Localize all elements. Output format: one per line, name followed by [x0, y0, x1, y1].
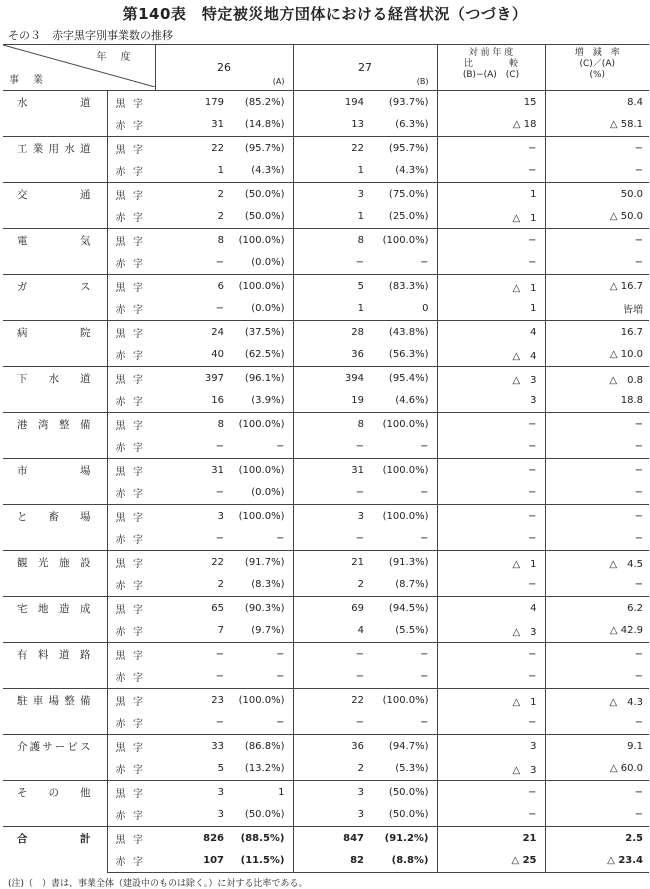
table-header-row: [3, 45, 649, 91]
diff-c-cell: 4: [437, 597, 545, 620]
count-b-cell: 36: [351, 349, 364, 361]
count-a-cell: 2: [217, 211, 224, 223]
kind-label: 赤字: [115, 259, 143, 271]
diff-c-cell: −: [437, 459, 545, 482]
share-b-cell: −: [367, 436, 437, 459]
diff-c-cell: 1: [437, 183, 545, 206]
kind-label: 赤字: [115, 535, 143, 547]
share-a-cell: (37.5%): [227, 321, 293, 344]
kind-label: 赤字: [115, 489, 143, 501]
count-b-cell: −: [293, 643, 367, 666]
count-b-cell: 28: [293, 321, 367, 344]
count-b-cell: 21: [293, 551, 367, 574]
kind-label: 赤字: [115, 627, 143, 639]
share-b-cell: (8.7%): [367, 574, 437, 597]
business-status-table: [3, 44, 649, 873]
share-b-cell: (8.8%): [367, 850, 437, 873]
share-a-cell: (85.2%): [227, 91, 293, 114]
header-nendo-label: 年度: [96, 52, 145, 63]
diff-c-cell: △ 1: [437, 551, 545, 574]
diff-c-cell: 4: [437, 321, 545, 344]
count-b-cell: 19: [351, 395, 364, 407]
share-b-cell: (100.0%): [367, 413, 437, 436]
count-a-cell: 397: [155, 367, 227, 390]
diff-c-cell: −: [437, 229, 545, 252]
rate-cell: △ 60.0: [609, 763, 643, 775]
count-b-cell: 2: [357, 579, 364, 591]
kind-label: 赤字: [115, 765, 143, 777]
category-cell: 交通: [3, 183, 107, 229]
count-b-cell: 394: [293, 367, 367, 390]
rate-cell: △ 42.9: [609, 625, 643, 637]
count-a-cell: 22: [155, 551, 227, 574]
table-row: [3, 459, 649, 482]
kind-label: 赤字: [115, 811, 143, 823]
table-row: [3, 275, 649, 298]
count-a-cell: 3: [155, 505, 227, 528]
table-row: [3, 183, 649, 206]
share-a-cell: (100.0%): [227, 459, 293, 482]
share-a-cell: (9.7%): [227, 620, 293, 643]
share-a-cell: (13.2%): [227, 758, 293, 781]
kind-label: 赤字: [115, 305, 143, 317]
count-a-cell: −: [215, 533, 224, 545]
share-a-cell: (3.9%): [227, 390, 293, 413]
kind-label: 赤字: [115, 581, 143, 593]
rate-cell: −: [545, 229, 649, 252]
share-b-cell: (100.0%): [367, 459, 437, 482]
kind-label: 黒字: [107, 781, 155, 804]
share-b-cell: (95.7%): [367, 137, 437, 160]
rate-cell: −: [634, 441, 643, 453]
table-row: [3, 597, 649, 620]
rate-cell: −: [634, 671, 643, 683]
count-a-cell: 16: [211, 395, 224, 407]
count-a-cell: 7: [217, 625, 224, 637]
rate-cell: −: [545, 459, 649, 482]
count-b-cell: 1: [357, 303, 364, 315]
kind-label: 黒字: [107, 827, 155, 850]
share-b-cell: (83.3%): [367, 275, 437, 298]
table-row: [3, 781, 649, 804]
kind-label: 赤字: [115, 167, 143, 179]
share-b-cell: (93.7%): [367, 91, 437, 114]
share-b-cell: (100.0%): [367, 689, 437, 712]
count-b-cell: 8: [293, 229, 367, 252]
share-a-cell: −: [227, 712, 293, 735]
share-b-cell: (91.2%): [367, 827, 437, 850]
count-b-cell: 1: [357, 211, 364, 223]
count-a-cell: 31: [211, 119, 224, 131]
count-b-cell: 194: [293, 91, 367, 114]
diff-c-cell: 1: [437, 298, 545, 321]
rate-cell: −: [634, 165, 643, 177]
share-a-cell: −: [227, 528, 293, 551]
share-b-cell: −: [367, 482, 437, 505]
table-row: [3, 505, 649, 528]
diff-c-cell: △ 3: [437, 367, 545, 390]
share-a-cell: (100.0%): [227, 413, 293, 436]
diff-c-cell: 21: [437, 827, 545, 850]
diff-c-cell: −: [437, 436, 545, 459]
count-b-cell: 3: [357, 809, 364, 821]
share-a-cell: (8.3%): [227, 574, 293, 597]
share-a-cell: (88.5%): [227, 827, 293, 850]
count-b-cell: −: [355, 441, 364, 453]
count-a-cell: −: [215, 717, 224, 729]
category-cell: 港湾整備: [3, 413, 107, 459]
share-a-cell: (4.3%): [227, 160, 293, 183]
header-corner-cell: [3, 45, 155, 91]
diff-c-cell: −: [437, 712, 545, 735]
count-b-cell: 82: [293, 850, 367, 873]
kind-label: 黒字: [107, 459, 155, 482]
kind-label: 黒字: [107, 689, 155, 712]
share-a-cell: (90.3%): [227, 597, 293, 620]
page-title: 第140表 特定被災地方団体における経営状況（つづき）: [122, 5, 528, 23]
share-a-cell: (11.5%): [227, 850, 293, 873]
rate-cell: 2.5: [545, 827, 649, 850]
diff-c-cell: −: [437, 505, 545, 528]
rate-cell: −: [545, 781, 649, 804]
rate-cell: △ 10.0: [609, 349, 643, 361]
count-a-cell: 826: [155, 827, 227, 850]
share-b-cell: −: [367, 252, 437, 275]
share-a-cell: (50.0%): [227, 206, 293, 229]
count-b-cell: 4: [357, 625, 364, 637]
share-b-cell: (95.4%): [367, 367, 437, 390]
diff-c-cell: △ 3: [437, 758, 545, 781]
rate-cell: −: [634, 533, 643, 545]
kind-label: 黒字: [107, 91, 155, 114]
share-b-cell: (100.0%): [367, 229, 437, 252]
rate-cell: −: [634, 717, 643, 729]
kind-label: 赤字: [115, 121, 143, 133]
kind-label: 黒字: [107, 275, 155, 298]
kind-label: 黒字: [107, 229, 155, 252]
rate-cell: 16.7: [545, 321, 649, 344]
diff-c-cell: −: [437, 528, 545, 551]
rate-cell: −: [545, 413, 649, 436]
count-b-cell: 22: [293, 689, 367, 712]
kind-label: 赤字: [115, 673, 143, 685]
share-a-cell: (0.0%): [227, 298, 293, 321]
share-b-cell: (94.7%): [367, 735, 437, 758]
diff-c-cell: 3: [437, 735, 545, 758]
count-b-cell: 22: [293, 137, 367, 160]
diff-c-cell: △ 1: [437, 689, 545, 712]
share-b-cell: (94.5%): [367, 597, 437, 620]
diff-c-cell: −: [437, 574, 545, 597]
diff-c-cell: △ 4: [437, 344, 545, 367]
header-year-b: 27 (B): [293, 45, 437, 91]
category-cell: ガス: [3, 275, 107, 321]
rate-cell: −: [634, 257, 643, 269]
share-a-cell: (100.0%): [227, 689, 293, 712]
diff-c-cell: −: [437, 137, 545, 160]
kind-label: 黒字: [107, 183, 155, 206]
share-b-cell: (100.0%): [367, 505, 437, 528]
count-a-cell: 3: [155, 781, 227, 804]
category-cell: と畜場: [3, 505, 107, 551]
category-cell: 合計: [3, 827, 107, 873]
kind-label: 黒字: [107, 321, 155, 344]
count-b-cell: 5: [293, 275, 367, 298]
table-body: [3, 91, 649, 873]
kind-label: 黒字: [107, 643, 155, 666]
header-change-rate: 増 減 率 (C)／(A) (%): [545, 45, 649, 91]
header-jigyo-label: 事業: [9, 75, 57, 86]
kind-label: 黒字: [107, 413, 155, 436]
diff-c-cell: △ 1: [437, 206, 545, 229]
category-cell: 電気: [3, 229, 107, 275]
rate-cell: △ 0.8: [545, 367, 649, 390]
count-a-cell: 33: [155, 735, 227, 758]
share-b-cell: (5.3%): [367, 758, 437, 781]
diff-c-cell: −: [437, 482, 545, 505]
count-a-cell: 40: [211, 349, 224, 361]
count-b-cell: 3: [293, 505, 367, 528]
table-row: [3, 689, 649, 712]
diff-c-cell: −: [437, 781, 545, 804]
rate-cell: −: [545, 505, 649, 528]
category-cell: 工業用水道: [3, 137, 107, 183]
count-b-cell: 1: [357, 165, 364, 177]
count-a-cell: −: [215, 487, 224, 499]
count-a-cell: 31: [155, 459, 227, 482]
diff-c-cell: −: [437, 413, 545, 436]
table-row: [3, 367, 649, 390]
category-cell: 有料道路: [3, 643, 107, 689]
count-b-cell: 2: [357, 763, 364, 775]
count-b-cell: −: [355, 487, 364, 499]
rate-cell: △ 23.4: [545, 850, 649, 873]
rate-cell: △ 16.7: [545, 275, 649, 298]
diff-c-cell: −: [437, 252, 545, 275]
share-b-cell: (4.3%): [367, 160, 437, 183]
rate-cell: 8.4: [545, 91, 649, 114]
share-a-cell: −: [227, 436, 293, 459]
rate-cell: −: [545, 137, 649, 160]
share-a-cell: (95.7%): [227, 137, 293, 160]
category-cell: 介護サービス: [3, 735, 107, 781]
table-row: [3, 413, 649, 436]
count-a-cell: 22: [155, 137, 227, 160]
table-row: [3, 137, 649, 160]
count-a-cell: −: [215, 303, 224, 315]
share-a-cell: (0.0%): [227, 252, 293, 275]
count-a-cell: 23: [155, 689, 227, 712]
share-a-cell: (0.0%): [227, 482, 293, 505]
header-year-a: 26 (A): [155, 45, 293, 91]
header-comparison: 対 前 年 度 比 較 (B)−(A) (C): [437, 45, 545, 91]
count-b-cell: −: [355, 257, 364, 269]
footnote: (注)（ ）書は、事業全体（建設中のものは除く。）に対する比率である。: [8, 879, 308, 889]
count-b-cell: 31: [293, 459, 367, 482]
share-a-cell: (62.5%): [227, 344, 293, 367]
count-a-cell: 107: [155, 850, 227, 873]
rate-cell: 18.8: [620, 395, 643, 407]
category-cell: 市場: [3, 459, 107, 505]
count-a-cell: 3: [217, 809, 224, 821]
share-b-cell: −: [367, 712, 437, 735]
share-b-cell: (25.0%): [367, 206, 437, 229]
count-a-cell: 24: [155, 321, 227, 344]
count-b-cell: 3: [293, 183, 367, 206]
kind-label: 黒字: [107, 551, 155, 574]
table-subtitle: その３ 赤字黒字別事業数の推移: [8, 29, 173, 42]
share-b-cell: −: [367, 666, 437, 689]
count-a-cell: −: [215, 257, 224, 269]
count-a-cell: 179: [155, 91, 227, 114]
count-a-cell: 6: [155, 275, 227, 298]
share-a-cell: (14.8%): [227, 114, 293, 137]
count-b-cell: −: [355, 717, 364, 729]
rate-cell: △ 58.1: [609, 119, 643, 131]
category-cell: 病院: [3, 321, 107, 367]
diff-c-cell: 15: [437, 91, 545, 114]
diff-c-cell: △ 18: [437, 114, 545, 137]
count-a-cell: 8: [155, 229, 227, 252]
share-a-cell: (100.0%): [227, 229, 293, 252]
count-b-cell: 3: [293, 781, 367, 804]
kind-label: 黒字: [107, 735, 155, 758]
count-b-cell: 36: [293, 735, 367, 758]
share-b-cell: −: [367, 528, 437, 551]
rate-cell: △ 50.0: [609, 211, 643, 223]
rate-cell: △ 4.3: [545, 689, 649, 712]
rate-cell: −: [634, 809, 643, 821]
count-a-cell: −: [215, 671, 224, 683]
rate-cell: 皆増: [623, 305, 643, 317]
table-row: [3, 735, 649, 758]
share-a-cell: (50.0%): [227, 183, 293, 206]
share-b-cell: (4.6%): [367, 390, 437, 413]
rate-cell: −: [545, 643, 649, 666]
share-a-cell: (91.7%): [227, 551, 293, 574]
count-b-cell: −: [355, 671, 364, 683]
diff-c-cell: −: [437, 643, 545, 666]
diff-c-cell: −: [437, 804, 545, 827]
share-a-cell: −: [227, 666, 293, 689]
category-cell: 観光施設: [3, 551, 107, 597]
count-a-cell: 2: [217, 579, 224, 591]
kind-label: 黒字: [107, 137, 155, 160]
diff-c-cell: △ 3: [437, 620, 545, 643]
diff-c-cell: 3: [437, 390, 545, 413]
rate-cell: −: [634, 579, 643, 591]
table-row: [3, 551, 649, 574]
count-a-cell: 65: [155, 597, 227, 620]
table-row: [3, 643, 649, 666]
rate-cell: 50.0: [545, 183, 649, 206]
share-a-cell: (86.8%): [227, 735, 293, 758]
count-b-cell: 847: [293, 827, 367, 850]
count-a-cell: 5: [217, 763, 224, 775]
count-b-cell: 13: [351, 119, 364, 131]
share-a-cell: (96.1%): [227, 367, 293, 390]
diff-c-cell: −: [437, 160, 545, 183]
share-a-cell: −: [227, 643, 293, 666]
kind-label: 赤字: [107, 850, 155, 873]
share-a-cell: (50.0%): [227, 804, 293, 827]
kind-label: 赤字: [115, 719, 143, 731]
rate-cell: 9.1: [545, 735, 649, 758]
category-cell: 駐車場整備: [3, 689, 107, 735]
count-a-cell: −: [215, 441, 224, 453]
table-row: [3, 91, 649, 114]
kind-label: 黒字: [107, 597, 155, 620]
diff-c-cell: △ 25: [437, 850, 545, 873]
share-b-cell: (43.8%): [367, 321, 437, 344]
diff-c-cell: △ 1: [437, 275, 545, 298]
share-b-cell: 0: [367, 298, 437, 321]
rate-cell: 6.2: [545, 597, 649, 620]
table-row: [3, 827, 649, 850]
share-b-cell: (50.0%): [367, 804, 437, 827]
count-a-cell: −: [155, 643, 227, 666]
category-cell: 宅地造成: [3, 597, 107, 643]
rate-cell: △ 4.5: [545, 551, 649, 574]
kind-label: 黒字: [107, 505, 155, 528]
kind-label: 赤字: [115, 351, 143, 363]
count-a-cell: 2: [155, 183, 227, 206]
kind-label: 赤字: [115, 397, 143, 409]
kind-label: 赤字: [115, 443, 143, 455]
share-b-cell: (75.0%): [367, 183, 437, 206]
count-a-cell: 8: [155, 413, 227, 436]
diff-c-cell: −: [437, 666, 545, 689]
table-row: [3, 321, 649, 344]
category-cell: 下水道: [3, 367, 107, 413]
count-b-cell: −: [355, 533, 364, 545]
kind-label: 赤字: [115, 213, 143, 225]
count-a-cell: 1: [217, 165, 224, 177]
rate-cell: −: [634, 487, 643, 499]
count-b-cell: 8: [293, 413, 367, 436]
share-a-cell: (100.0%): [227, 275, 293, 298]
share-b-cell: (91.3%): [367, 551, 437, 574]
share-a-cell: 1: [227, 781, 293, 804]
kind-label: 黒字: [107, 367, 155, 390]
table-row: [3, 229, 649, 252]
share-b-cell: −: [367, 643, 437, 666]
category-cell: 水道: [3, 91, 107, 137]
share-b-cell: (50.0%): [367, 781, 437, 804]
share-b-cell: (6.3%): [367, 114, 437, 137]
share-b-cell: (5.5%): [367, 620, 437, 643]
share-b-cell: (56.3%): [367, 344, 437, 367]
share-a-cell: (100.0%): [227, 505, 293, 528]
count-b-cell: 69: [293, 597, 367, 620]
category-cell: その他: [3, 781, 107, 827]
